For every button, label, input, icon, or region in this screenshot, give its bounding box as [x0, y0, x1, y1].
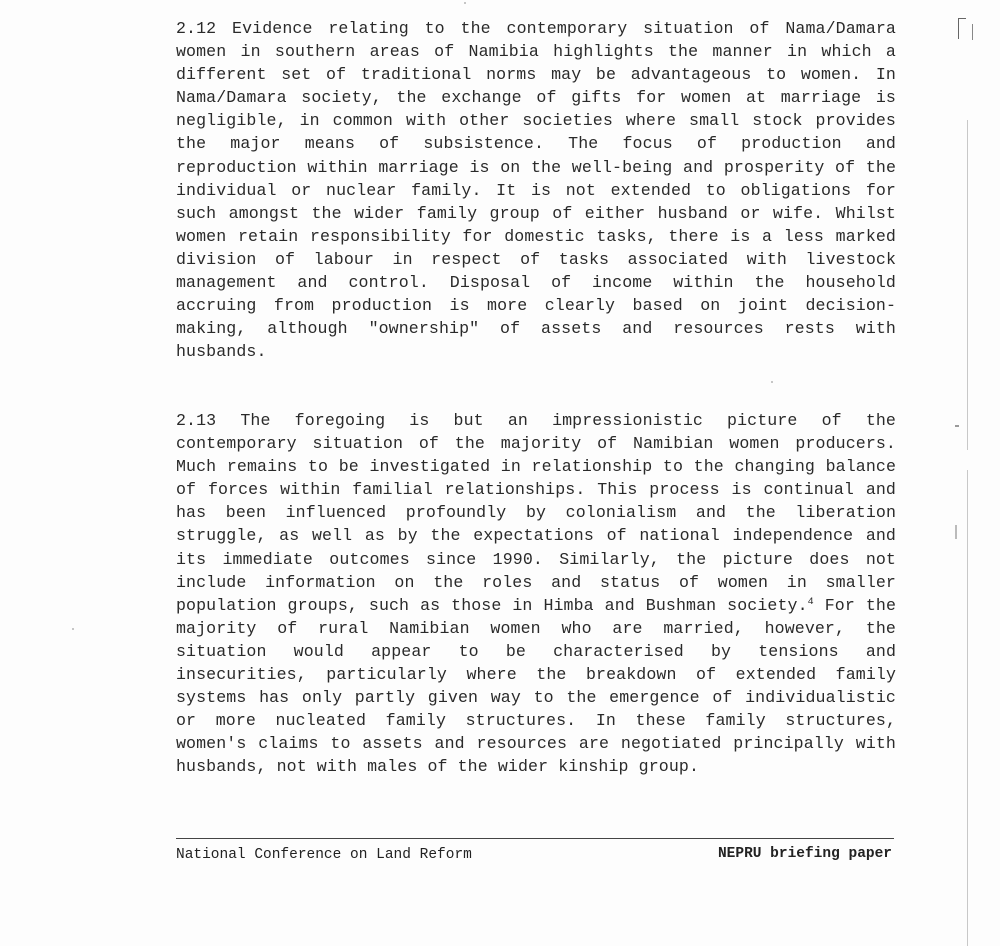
- paragraph-2-12-text: 2.12 Evidence relating to the contemporary situation of Nama/Damara women in southern areas of Namibia highlights the manner in which a different set of traditional norms may be advantageous to women. In Nama/Damara society, the exchange of gifts for women at marriage is negligible, in common with other societies where small stock provides the major means of subsistence. The focus of production and reproduction within marriage is on the well-being and prosperity of the individual or nuclear family. It is not extended to obligations for such amongst the wider family group of either husband or wife. Whilst women retain responsibility for domestic tasks, there is a less marked division of labour in respect of tasks associated with livestock management and control. Disposal of income within the household accruing from production is more clearly based on joint decision-making, although "ownership" of assets and resources rests with husbands.: [176, 19, 896, 362]
- footer-paper-label: NEPRU briefing paper: [717, 846, 892, 862]
- footer-conference-title: National Conference on Land Reform: [176, 847, 472, 863]
- scan-speck: [72, 628, 74, 630]
- scan-speck: [464, 2, 466, 4]
- footnote-marker: 4: [807, 596, 814, 608]
- paragraph-2-12: [176, 17, 896, 363]
- scan-mark: [955, 425, 959, 427]
- scan-bracket-line: [972, 24, 973, 40]
- scan-edge-line: [967, 120, 968, 450]
- paragraph-2-13: [176, 409, 896, 779]
- paragraph-2-13-text-end: For the majority of rural Namibian women who are married, however, the situation would appear to be characterised by tensions and insecurities, particularly where the breakdown of extended family systems has only partly given way to the emergence of individualistic or more nucleated family structures. In these family structures, women's claims to assets and resources are negotiated principally with husbands, not with males of the wider kinship group.: [176, 595, 896, 777]
- scan-speck: [771, 381, 773, 383]
- scan-edge-line: [967, 470, 968, 946]
- paragraph-2-13-text-start: 2.13 The foregoing is but an impressionistic picture of the contemporary situation of the majority of Namibian women producers. Much remains to be investigated in relationship to the changing balance of forces within familial relationships. This process is continual and has been influenced profoundly by colonialism and the liberation struggle, as well as by the expectations of national independence and its immediate outcomes since 1990. Similarly, the picture does not include information on the roles and status of women in smaller population groups, such as those in Himba and Bushman society.: [176, 411, 896, 615]
- scan-mark: [955, 525, 957, 539]
- scan-bracket-mark: [958, 18, 966, 39]
- footer-rule: [176, 838, 894, 839]
